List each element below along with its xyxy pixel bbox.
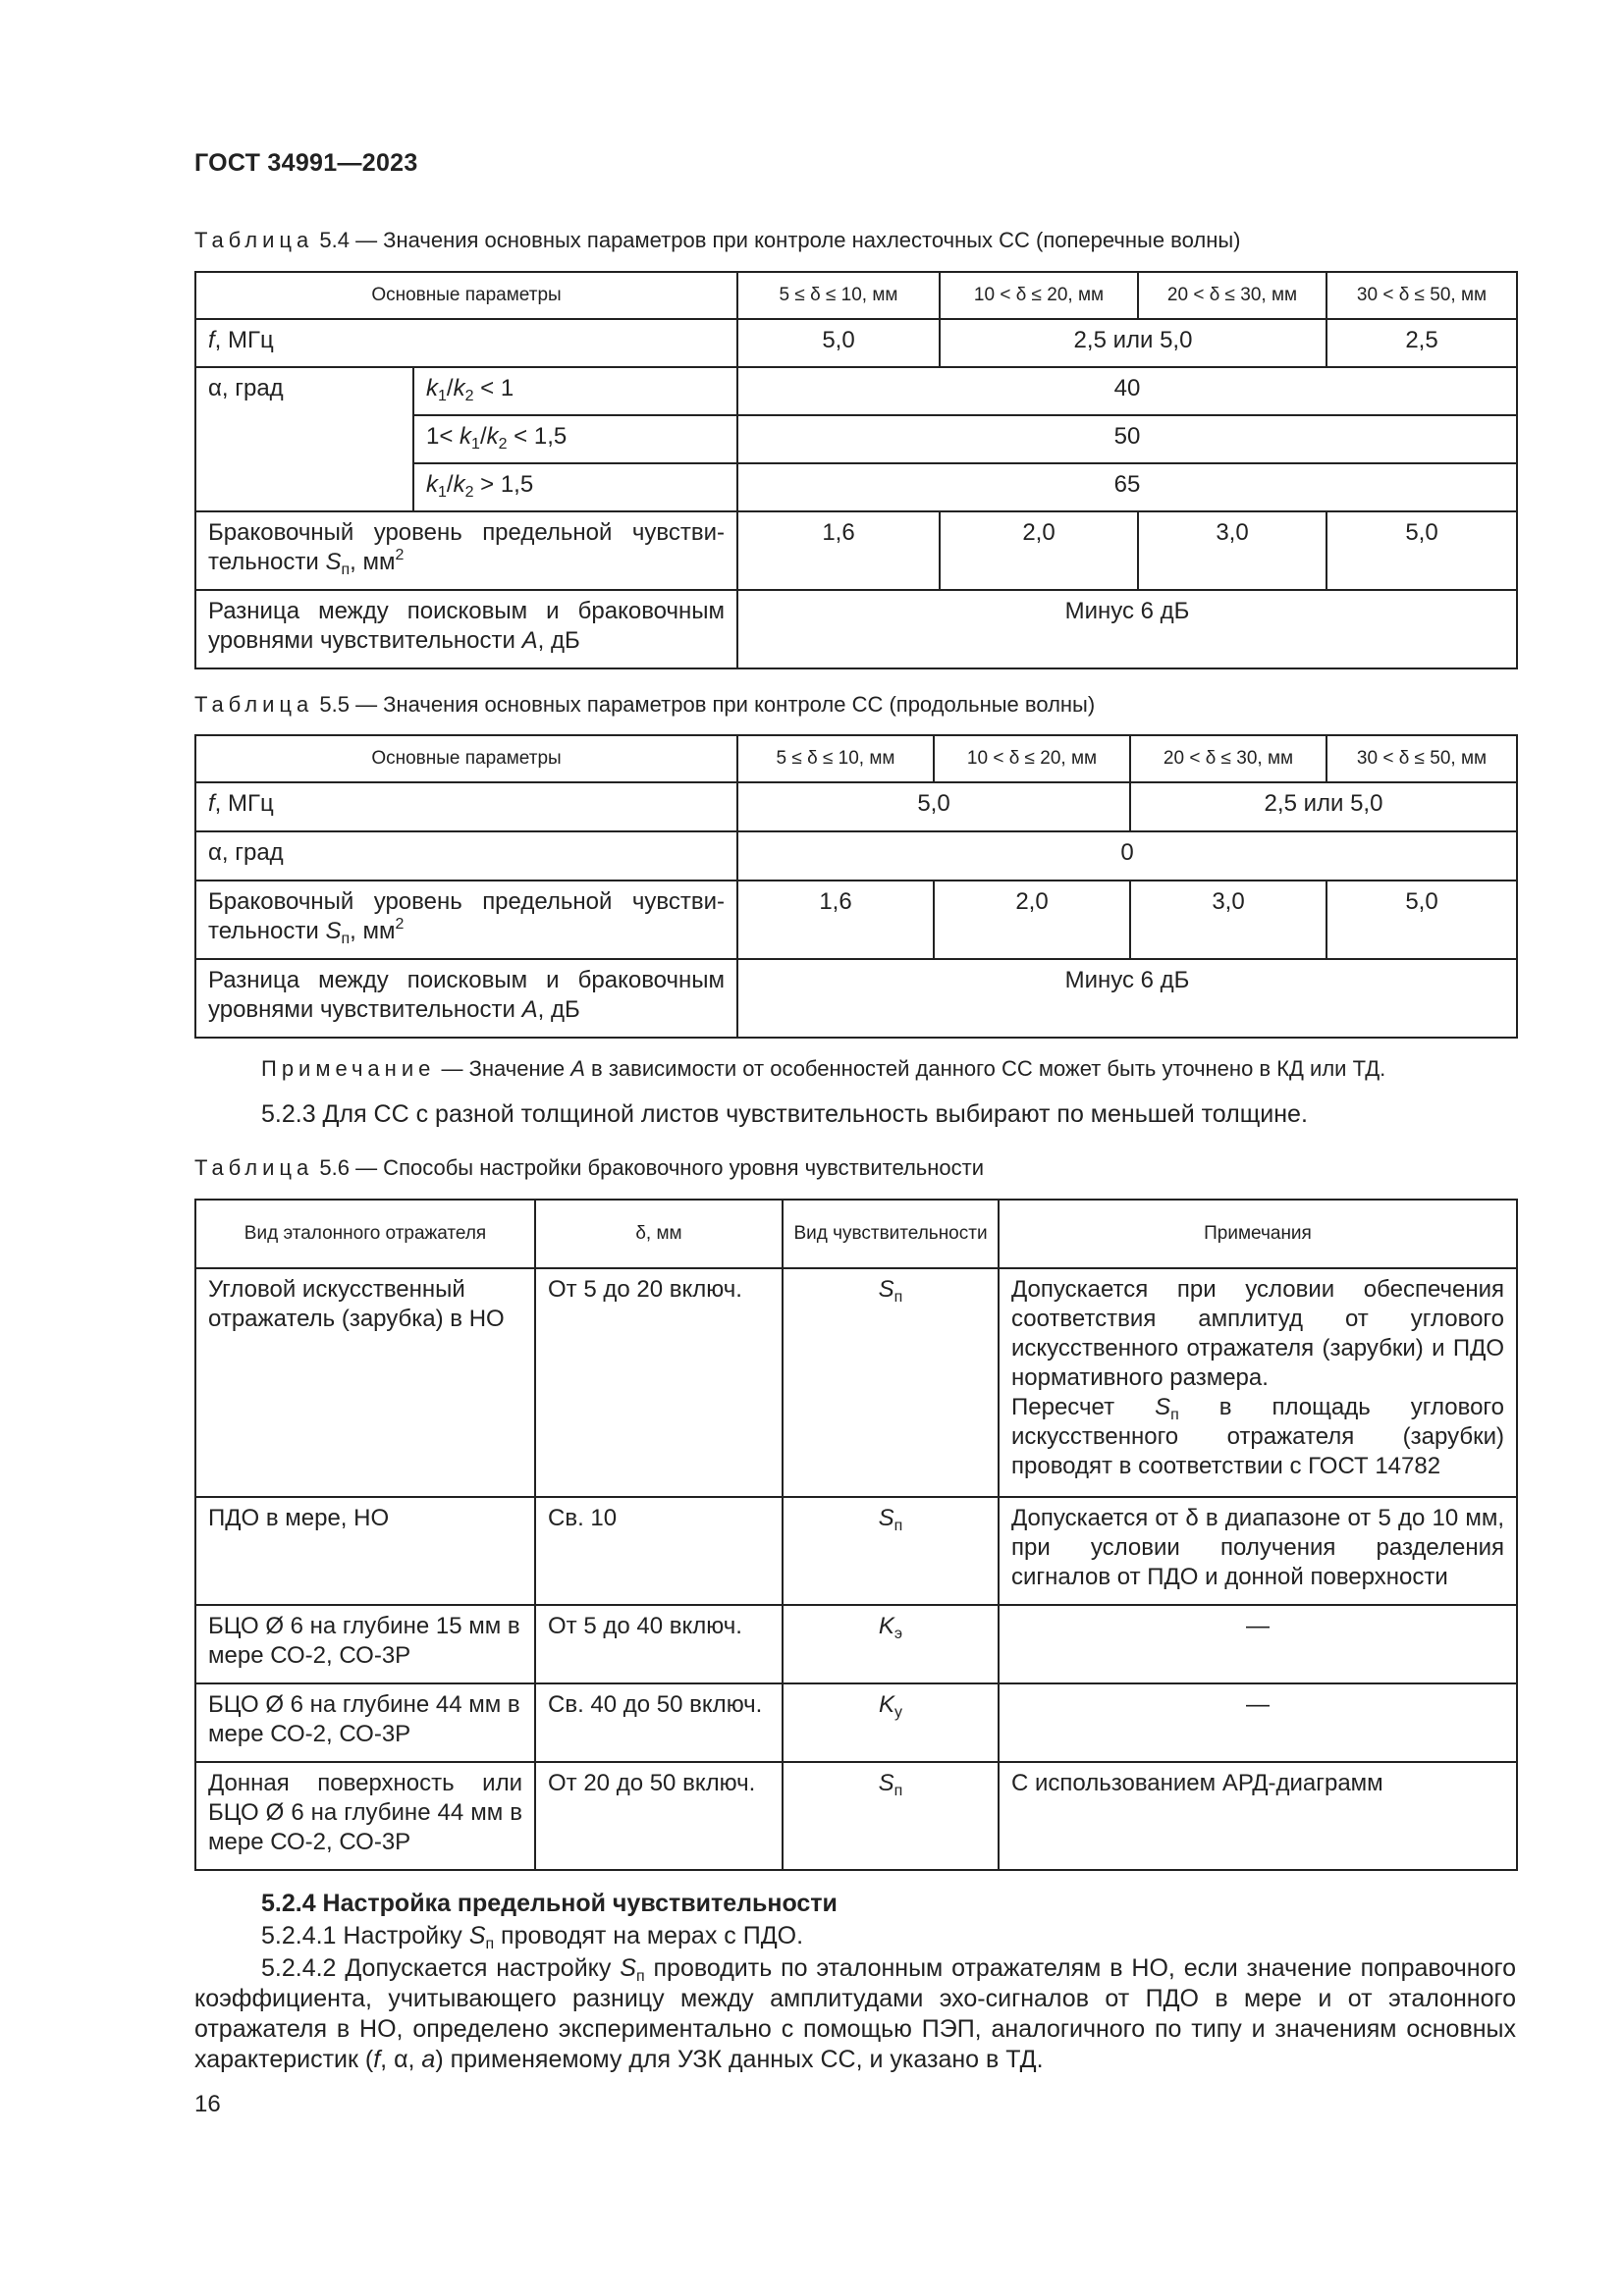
label-text: Разница между поисковым и браковочным уровнями чувствительности: [208, 967, 725, 1023]
header-cell: 10 < δ ≤ 20, мм: [940, 272, 1138, 319]
label-text: Браковочный уровень предельной чувстви-тельности: [208, 519, 725, 575]
table-row: [195, 1268, 1517, 1497]
reflector-type-cell: БЦО Ø 6 на глубине 15 мм в мере СО-2, СО-3Р: [195, 1605, 535, 1683]
value-cell: 2,0: [940, 511, 1138, 590]
header-cell: Вид чувствительности: [783, 1200, 999, 1268]
value-cell: 2,5 или 5,0: [1130, 782, 1517, 831]
value-cell: 3,0: [1138, 511, 1326, 590]
value-cell: 50: [737, 415, 1517, 463]
table-5-5: [194, 734, 1518, 1039]
ratio-cell: $k_1/k_2 > 1,5$: [413, 463, 737, 511]
value-cell: 2,5: [1326, 319, 1517, 367]
label-text: , МГц: [214, 790, 274, 817]
label-text: , град: [221, 375, 284, 401]
table-5-5-caption: [194, 692, 1095, 718]
para-text: проводят на мерах с ПДО.: [494, 1922, 804, 1949]
sensitivity-cell: $S_п$: [783, 1268, 999, 1497]
sensitivity-cell: $K_э$: [783, 1605, 999, 1683]
table-row: [195, 1683, 1517, 1762]
reject-label-cell: Браковочный уровень предельной чувстви-тельности $S_п$, $мм^2$: [195, 511, 737, 590]
table-label: Таблица: [194, 1155, 314, 1180]
header-cell: 30 < δ ≤ 50, мм: [1326, 272, 1517, 319]
range-cell: Св. 10: [535, 1497, 783, 1605]
value-cell: 5,0: [737, 782, 1130, 831]
note-text: Пересчет $S_п$ в площадь углового искусственного отражателя (зарубки) проводят в соответствии с ГОСТ 14782: [1011, 1394, 1504, 1479]
reflector-type-cell: Донная поверхность или БЦО Ø 6 на глубине 44 мм в мере СО-2, СО-3Р: [195, 1762, 535, 1870]
table-label: Таблица: [194, 228, 314, 252]
reflector-type-cell: БЦО Ø 6 на глубине 44 мм в мере СО-2, СО-3Р: [195, 1683, 535, 1762]
para-text: проводить по эталонным отражателям в НО, если значение поправочного коэффициента, учитывающего разницу между амплитудами эхо-сигналов от ПДО в мере и от эталонного отражателя в НО, определено экспериментально с помощью ПЭП, аналогичного по типу и значениям основных характеристик (: [194, 1954, 1516, 2073]
header-cell: δ, мм: [535, 1200, 783, 1268]
angle-label-cell: α, град: [195, 367, 413, 511]
header-cell: 30 < δ ≤ 50, мм: [1326, 735, 1517, 782]
page-number: 16: [194, 2091, 221, 2117]
document-code-header: ГОСТ 34991—2023: [194, 149, 418, 177]
table-row: [195, 1497, 1517, 1605]
note-label: Примечание: [261, 1056, 436, 1081]
para-text: 5.2.4.1 Настройку: [261, 1922, 469, 1949]
sensitivity-cell: $S_п$: [783, 1497, 999, 1605]
freq-label-cell: f, МГц: [195, 319, 737, 367]
angle-label-cell: α, град: [195, 831, 737, 881]
unit-text: , дБ: [537, 627, 580, 654]
header-cell: Основные параметры: [195, 735, 737, 782]
header-cell: 20 < δ ≤ 30, мм: [1130, 735, 1326, 782]
value-cell: Минус 6 дБ: [737, 590, 1517, 668]
note-cell: —: [999, 1683, 1517, 1762]
label-text: , град: [221, 839, 284, 866]
label-text: Браковочный уровень предельной чувстви-тельности: [208, 888, 725, 944]
range-cell: Св. 40 до 50 включ.: [535, 1683, 783, 1762]
note-cell: [999, 1268, 1517, 1497]
sensitivity-cell: $S_п$: [783, 1762, 999, 1870]
section-5-2-4-title: 5.2.4 Настройка предельной чувствительности: [261, 1890, 838, 1917]
paragraph-5-2-4-2: 5.2.4.2 Допускается настройку $S_п$ проводить по эталонным отражателям в НО, если значение поправочного коэффициента, учитывающего разницу между амплитудами эхо-сигналов от ПДО в мере и от эталонного отражателя в НО, определено экспериментально с помощью ПЭП, аналогичного по типу и значениям основных характеристик (f, α, a) применяемому для УЗК данных СС, и указано в ТД.: [194, 1954, 1516, 2073]
label-text: , МГц: [214, 327, 274, 353]
table-note: Примечание — Значение A в зависимости от особенностей данного СС может быть уточнено в КД или ТД.: [261, 1056, 1386, 1081]
value-cell: 1,6: [737, 881, 934, 959]
value-cell: Минус 6 дБ: [737, 959, 1517, 1038]
value-cell: 2,0: [934, 881, 1130, 959]
note-text: в зависимости от особенностей данного СС может быть уточнено в КД или ТД.: [584, 1056, 1386, 1081]
value-cell: 5,0: [737, 319, 940, 367]
diff-label-cell: Разница между поисковым и браковочным уровнями чувствительности A, дБ: [195, 959, 737, 1038]
table-5-4: [194, 271, 1518, 669]
header-cell: 10 < δ ≤ 20, мм: [934, 735, 1130, 782]
unit-text: , дБ: [537, 996, 580, 1023]
header-cell: 5 ≤ δ ≤ 10, мм: [737, 272, 940, 319]
diff-label-cell: Разница между поисковым и браковочным уровнями чувствительности A, дБ: [195, 590, 737, 668]
note-part: Пересчет: [1011, 1394, 1156, 1420]
reject-label-cell: Браковочный уровень предельной чувстви-тельности $S_п$, $мм^2$: [195, 881, 737, 959]
table-5-6: [194, 1199, 1518, 1871]
note-text: — Значение: [435, 1056, 571, 1081]
header-cell: Примечания: [999, 1200, 1517, 1268]
paragraph-5-2-4-1: 5.2.4.1 Настройку $S_п$ проводят на мерах с ПДО.: [261, 1922, 804, 1952]
table-label: Таблица: [194, 692, 314, 717]
value-cell: 5,0: [1326, 881, 1517, 959]
range-cell: От 20 до 50 включ.: [535, 1762, 783, 1870]
range-cell: От 5 до 20 включ.: [535, 1268, 783, 1497]
header-cell: Вид эталонного отражателя: [195, 1200, 535, 1268]
para-text: ) применяемому для УЗК данных СС, и указано в ТД.: [435, 2046, 1044, 2073]
caption-text: 5.6 — Способы настройки браковочного уровня чувствительности: [313, 1155, 985, 1180]
unit-text: , мм: [350, 549, 396, 575]
note-part: в площадь углового искусственного отражателя (зарубки) проводят в соответствии с ГОСТ 14782: [1011, 1394, 1504, 1479]
sensitivity-cell: $K_у$: [783, 1683, 999, 1762]
header-cell: Основные параметры: [195, 272, 737, 319]
note-text: Допускается при условии обеспечения соответствия амплитуд от углового искусственного отражателя (зарубки) и ПДО нормативного размера.: [1011, 1276, 1504, 1391]
value-cell: 0: [737, 831, 1517, 881]
unit-text: , мм: [350, 918, 396, 944]
reflector-type-cell: ПДО в мере, НО: [195, 1497, 535, 1605]
range-cell: От 5 до 40 включ.: [535, 1605, 783, 1683]
paragraph-5-2-3: 5.2.3 Для СС с разной толщиной листов чувствительность выбирают по меньшей толщине.: [261, 1100, 1308, 1128]
caption-text: 5.5 — Значения основных параметров при контроле СС (продольные волны): [313, 692, 1096, 717]
value-cell: 1,6: [737, 511, 940, 590]
label-text: Разница между поисковым и браковочным уровнями чувствительности: [208, 598, 725, 654]
value-cell: 3,0: [1130, 881, 1326, 959]
note-cell: С использованием АРД-диаграмм: [999, 1762, 1517, 1870]
table-row: [195, 1605, 1517, 1683]
header-cell: 5 ≤ δ ≤ 10, мм: [737, 735, 934, 782]
ratio-cell: $k_1/k_2 < 1$: [413, 367, 737, 415]
para-text: 5.2.4.2 Допускается настройку: [261, 1954, 621, 1982]
table-5-4-caption: [194, 228, 1240, 253]
caption-text: 5.4 — Значения основных параметров при контроле нахлесточных СС (поперечные волны): [313, 228, 1241, 252]
note-cell: —: [999, 1605, 1517, 1683]
value-cell: 65: [737, 463, 1517, 511]
value-cell: 5,0: [1326, 511, 1517, 590]
note-cell: Допускается от δ в диапазоне от 5 до 10 мм, при условии получения разделения сигналов от ПДО и донной поверхности: [999, 1497, 1517, 1605]
value-cell: 40: [737, 367, 1517, 415]
reflector-type-cell: Угловой искусственный отражатель (зарубка) в НО: [195, 1268, 535, 1497]
table-5-6-caption: [194, 1155, 984, 1181]
table-row: [195, 1762, 1517, 1870]
freq-label-cell: f, МГц: [195, 782, 737, 831]
ratio-cell: $1< k_1/k_2 < 1,5$: [413, 415, 737, 463]
value-cell: 2,5 или 5,0: [940, 319, 1326, 367]
header-cell: 20 < δ ≤ 30, мм: [1138, 272, 1326, 319]
